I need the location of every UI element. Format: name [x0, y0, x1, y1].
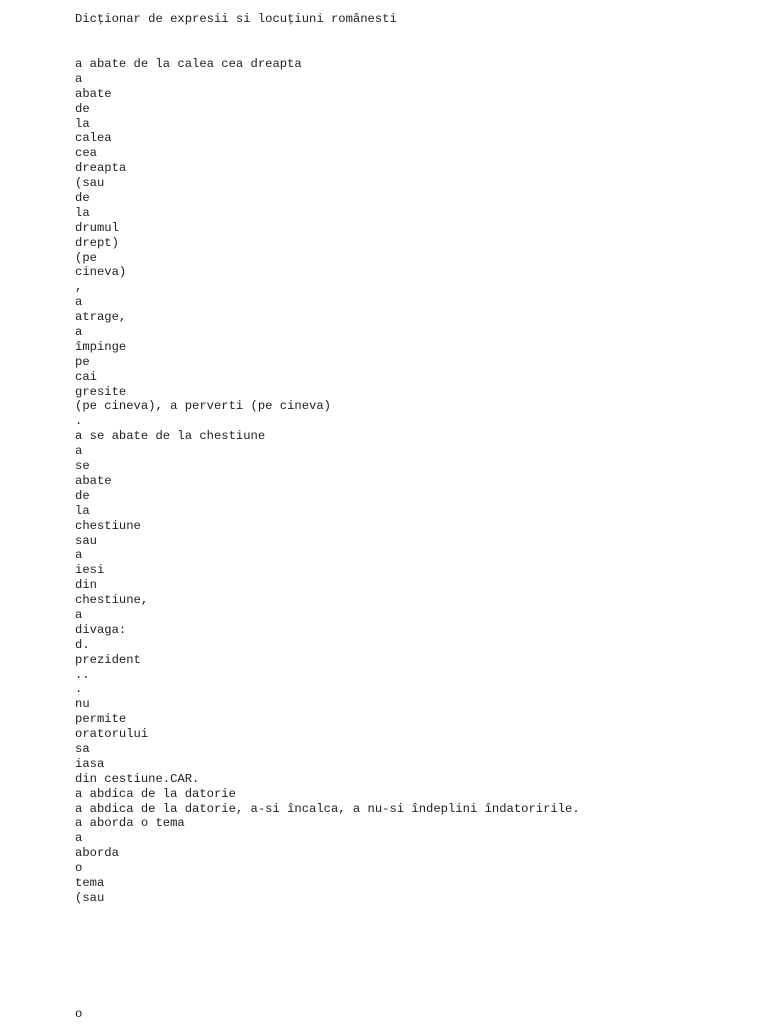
- document-line: pe: [75, 354, 90, 369]
- document-line: a: [75, 71, 83, 86]
- document-line: atrage,: [75, 310, 127, 325]
- document-line: (pe cineva), a perverti (pe cineva): [75, 399, 331, 414]
- document-line: sa: [75, 741, 90, 756]
- document-line: oratorului: [75, 727, 149, 742]
- document-line: a: [75, 444, 83, 459]
- document-line: abate: [75, 86, 112, 101]
- document-line: cineva): [75, 265, 127, 280]
- document-line: chestiune: [75, 518, 141, 533]
- document-line: sau: [75, 533, 97, 548]
- document-line: permite: [75, 712, 127, 727]
- document-line: la: [75, 205, 90, 220]
- document-line: divaga:: [75, 622, 127, 637]
- document-line: (pe: [75, 250, 97, 265]
- document-line: iesi: [75, 563, 105, 578]
- document-line: a abdica de la datorie: [75, 786, 236, 801]
- document-line: a: [75, 325, 83, 340]
- document-line: din: [75, 578, 97, 593]
- document-line: nu: [75, 697, 90, 712]
- document-line: chestiune,: [75, 593, 149, 608]
- document-body: [75, 57, 580, 906]
- document-line: de: [75, 101, 90, 116]
- document-title: Dicționar de expresii si locuțiuni românesti: [75, 12, 397, 26]
- document-line: la: [75, 503, 90, 518]
- document-line: drept): [75, 235, 119, 250]
- document-line: de: [75, 488, 90, 503]
- document-line: ..: [75, 667, 90, 682]
- document-line: a abate de la calea cea dreapta: [75, 57, 302, 71]
- document-line: a: [75, 548, 83, 563]
- document-line: a: [75, 831, 83, 846]
- document-line: tema: [75, 875, 105, 890]
- document-line: a se abate de la chestiune: [75, 429, 266, 444]
- document-line: cai: [75, 369, 97, 384]
- document-line: drumul: [75, 220, 119, 235]
- document-line: se: [75, 459, 90, 474]
- document-line: a abdica de la datorie, a-si încalca, a nu-si îndeplini îndatoririle.: [75, 801, 580, 816]
- document-line: a: [75, 295, 83, 310]
- document-line: o: [75, 861, 83, 876]
- document-line: calea: [75, 131, 112, 146]
- document-line: a: [75, 607, 83, 622]
- document-line: ,: [75, 280, 83, 295]
- document-line: abate: [75, 473, 112, 488]
- document-line: .: [75, 414, 83, 429]
- document-line: prezident: [75, 652, 141, 667]
- document-line: dreapta: [75, 161, 127, 176]
- document-line: .: [75, 682, 83, 697]
- document-line: a aborda o tema: [75, 816, 185, 831]
- document-line: (sau: [75, 176, 105, 191]
- document-line: iasa: [75, 756, 105, 771]
- document-tail-line: o: [75, 1007, 83, 1021]
- document-line: d.: [75, 637, 90, 652]
- document-line: (sau: [75, 890, 105, 905]
- document-line: gresite: [75, 384, 127, 399]
- document-line: cea: [75, 146, 97, 161]
- document-line: de: [75, 191, 90, 206]
- document-line: aborda: [75, 846, 119, 861]
- document-line: împinge: [75, 339, 127, 354]
- document-line: la: [75, 116, 90, 131]
- document-line: din cestiune.CAR.: [75, 771, 200, 786]
